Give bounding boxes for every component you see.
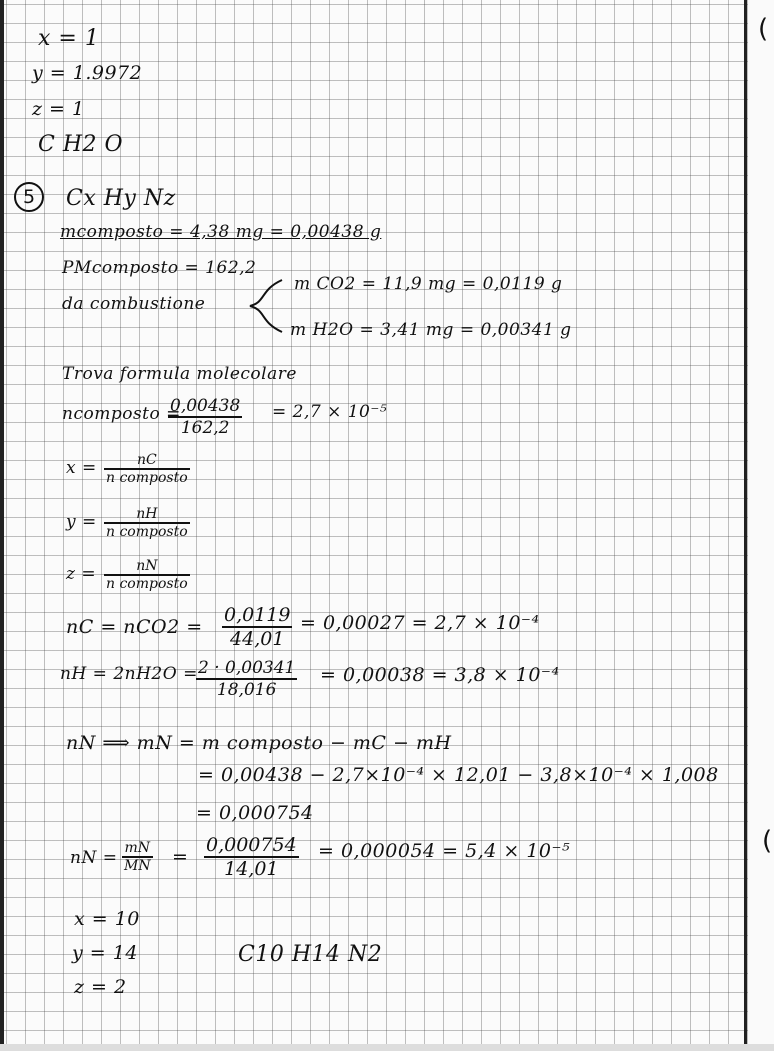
z-ratio-lhs: z =: [66, 564, 97, 584]
x-ratio-denominator: n composto: [106, 470, 188, 486]
x-ratio-fraction: [104, 452, 190, 486]
top-x-value: x = 1: [38, 26, 100, 51]
n-compound-fraction: [168, 396, 242, 438]
n-compound-numerator: 0,00438: [170, 396, 241, 416]
n-carbon-denominator: 44,01: [230, 628, 285, 650]
n-hydrogen-fraction: [196, 658, 297, 700]
n-nitrogen-result: = 0,000054 = 5,4 × 10⁻⁵: [318, 840, 571, 862]
molar-mass-compound: PMcomposto = 162,2: [62, 258, 257, 278]
top-formula: C H2 O: [38, 132, 124, 157]
result-x: x = 10: [74, 908, 140, 930]
n-carbon-result: = 0,00027 = 2,7 × 10⁻⁴: [300, 612, 540, 634]
n-nitrogen-ratio-numerator: mN: [122, 840, 153, 858]
z-ratio-fraction: [104, 558, 190, 592]
n-nitrogen-line3: = 0,000754: [196, 802, 314, 824]
z-ratio-denominator: n composto: [106, 576, 188, 592]
n-nitrogen-line1: nN ⟹ mN = m composto − mC − mH: [66, 732, 452, 754]
n-hydrogen-denominator: 18,016: [216, 680, 277, 700]
page-bottom-edge: [0, 1044, 774, 1051]
n-hydrogen-result: = 0,00038 = 3,8 × 10⁻⁴: [320, 664, 560, 686]
n-nitrogen-ratio-fraction: [122, 840, 153, 874]
n-hydrogen-numerator: 2 · 0,00341: [198, 658, 296, 678]
n-carbon-numerator: 0,0119: [224, 604, 291, 626]
n-nitrogen-fraction: [204, 834, 299, 880]
n-nitrogen-equals: =: [172, 846, 189, 868]
n-compound-lhs: ncomposto =: [62, 404, 181, 424]
result-formula: C10 H14 N2: [238, 942, 383, 967]
n-nitrogen-numerator: 0,000754: [206, 834, 297, 856]
page-left-edge: [0, 0, 4, 1051]
n-nitrogen-denominator: 14,01: [224, 858, 279, 880]
combustion-brace: [246, 276, 286, 336]
n-hydrogen-lhs: nH = 2nH2O =: [60, 664, 198, 684]
n-carbon-fraction: [222, 604, 292, 650]
n-carbon-lhs: nC = nCO2 =: [66, 616, 203, 638]
mass-compound: mcomposto = 4,38 mg = 0,00438 g: [60, 222, 382, 242]
top-z-value: z = 1: [32, 98, 85, 120]
result-z: z = 2: [74, 976, 127, 998]
n-nitrogen-line2: = 0,00438 − 2,7×10⁻⁴ × 12,01 − 3,8×10⁻⁴ × 1,008: [198, 764, 719, 786]
y-ratio-denominator: n composto: [106, 524, 188, 540]
n-nitrogen-ratio-denominator: MN: [124, 858, 151, 874]
top-y-value: y = 1.9972: [32, 62, 143, 84]
y-ratio-fraction: [104, 506, 190, 540]
problem-formula: Cx Hy Nz: [66, 186, 176, 211]
next-page-strip: [748, 0, 774, 1051]
problem-number-badge: 5: [14, 182, 44, 212]
margin-mark-middle: (: [762, 826, 773, 856]
page-binding-edge: [744, 0, 747, 1051]
mass-co2: m CO2 = 11,9 mg = 0,0119 g: [294, 274, 563, 294]
n-compound-denominator: 162,2: [180, 418, 230, 438]
n-nitrogen-prefix: nN =: [70, 848, 118, 868]
x-ratio-lhs: x =: [66, 458, 97, 478]
n-compound-result: = 2,7 × 10⁻⁵: [272, 402, 388, 422]
combustion-label: da combustione: [62, 294, 206, 314]
z-ratio-numerator: nN: [104, 558, 190, 576]
x-ratio-numerator: nC: [104, 452, 190, 470]
molecular-heading: Trova formula molecolare: [62, 364, 297, 384]
mass-h2o: m H2O = 3,41 mg = 0,00341 g: [290, 320, 572, 340]
y-ratio-numerator: nH: [104, 506, 190, 524]
margin-mark-top: (: [758, 14, 769, 44]
result-y: y = 14: [72, 942, 138, 964]
y-ratio-lhs: y =: [66, 512, 97, 532]
